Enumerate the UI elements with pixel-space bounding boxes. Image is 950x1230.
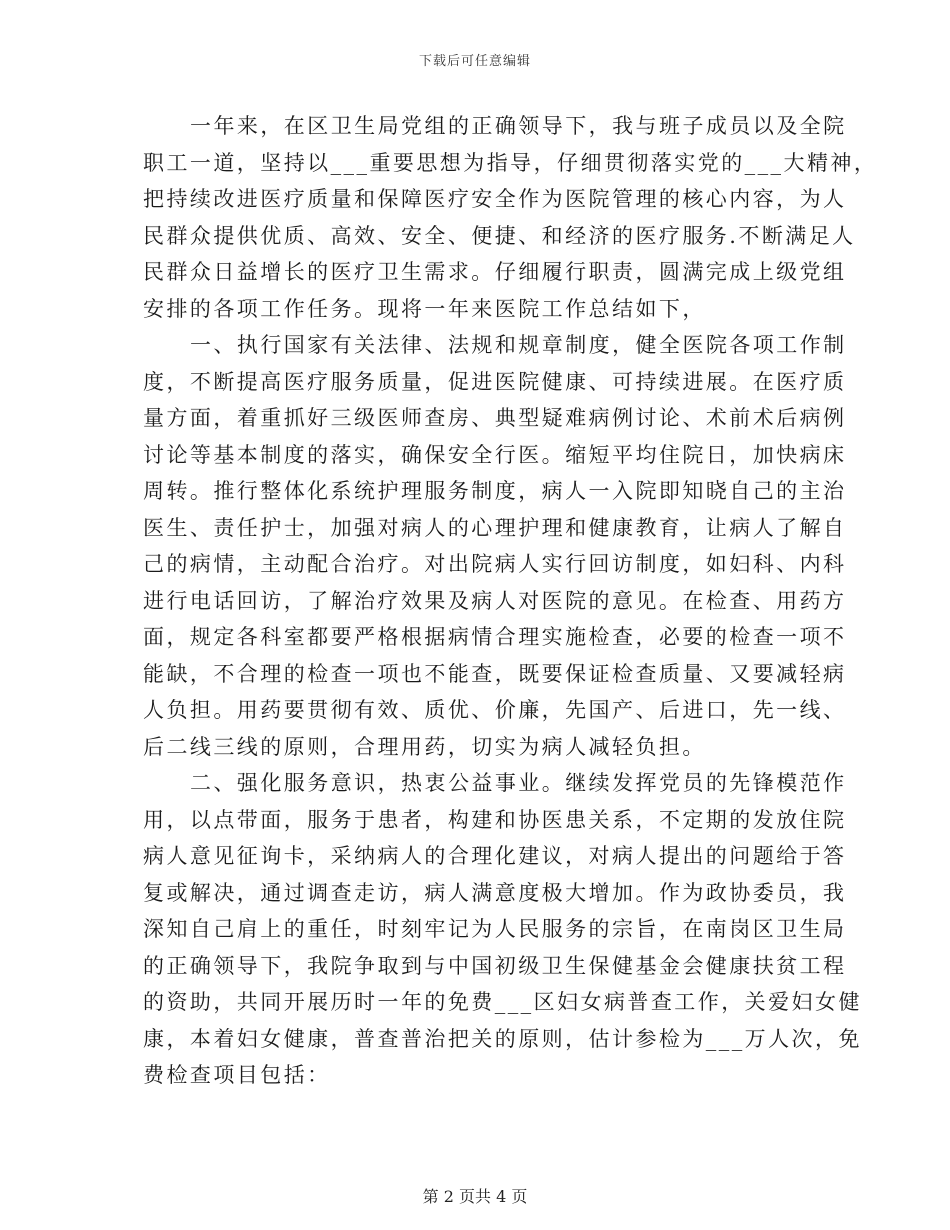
text-line: 复或解决，通过调查走访，病人满意度极大增加。作为政协委员，我	[143, 880, 847, 905]
text-line: 量方面，着重抓好三级医师查房、典型疑难病例讨论、术前术后病例	[143, 406, 847, 430]
text-line: 把持续改进医疗质量和保障医疗安全作为医院管理的核心内容，为人	[143, 187, 847, 211]
text-line: 周转。推行整体化系统护理服务制度，病人一入院即知晓自己的主治	[143, 479, 847, 503]
text-line: 康，本着妇女健康，普查普治把关的原则，估计参检为___万人次，免	[143, 1026, 862, 1051]
text-line: 能缺，不合理的检查一项也不能查，既要保证检查质量、又要减轻病	[143, 661, 847, 686]
text-line: 一、执行国家有关法律、法规和规章制度，健全医院各项工作制	[190, 333, 847, 357]
text-line: 费检查项目包括：	[143, 1063, 331, 1087]
text-line: 民群众提供优质、高效、安全、便捷、和经济的医疗服务.不断满足人	[143, 223, 856, 248]
text-line: 的资助，共同开展历时一年的免费___区妇女病普查工作，关爱妇女健	[143, 990, 862, 1014]
text-line: 二、强化服务意识，热衷公益事业。继续发挥党员的先锋模范作	[190, 771, 847, 795]
text-line: 深知自己肩上的重任，时刻牢记为人民服务的宗旨，在南岗区卫生局	[143, 917, 847, 941]
text-line: 后二线三线的原则，合理用药，切实为病人减轻负担。	[143, 734, 706, 759]
text-line: 职工一道，坚持以___重要思想为指导，仔细贯彻落实党的___大精神，	[143, 150, 878, 175]
text-line: 面，规定各科室都要严格根据病情合理实施检查，必要的检查一项不	[143, 625, 847, 649]
text-line: 病人意见征询卡，采纳病人的合理化建议，对病人提出的问题给于答	[143, 844, 847, 868]
text-line: 讨论等基本制度的落实，确保安全行医。缩短平均住院日，加快病床	[143, 442, 847, 467]
page-footer: 第 2 页共 4 页	[422, 1187, 528, 1206]
text-line: 安排的各项工作任务。现将一年来医院工作总结如下，	[143, 296, 706, 321]
text-line: 的正确领导下，我院争取到与中国初级卫生保健基金会健康扶贫工程	[143, 953, 847, 978]
page-header: 下载后可任意编辑	[418, 54, 531, 69]
text-line: 民群众日益增长的医疗卫生需求。仔细履行职责，圆满完成上级党组	[143, 260, 847, 284]
text-line: 人负担。用药要贯彻有效、质优、价廉，先国产、后进口，先一线、	[143, 698, 847, 722]
document-body	[143, 108, 878, 1094]
text-line: 用，以点带面，服务于患者，构建和协医患关系，不定期的发放住院	[143, 807, 847, 832]
text-line: 一年来，在区卫生局党组的正确领导下，我与班子成员以及全院	[190, 114, 847, 138]
text-line: 度，不断提高医疗服务质量，促进医院健康、可持续进展。在医疗质	[143, 369, 847, 394]
text-line: 己的病情，主动配合治疗。对出院病人实行回访制度，如妇科、内科	[143, 552, 847, 576]
text-line: 进行电话回访，了解治疗效果及病人对医院的意见。在检查、用药方	[143, 588, 847, 613]
text-line: 医生、责任护士，加强对病人的心理护理和健康教育，让病人了解自	[143, 515, 847, 540]
